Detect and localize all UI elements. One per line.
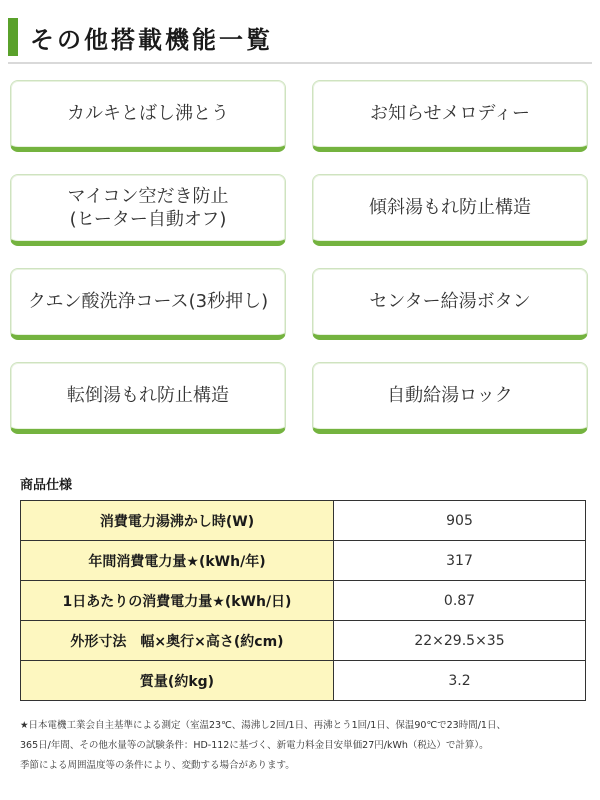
table-row <box>21 581 586 621</box>
feature-tip-over-leak-prevention: 転倒湯もれ防止構造 <box>10 362 286 434</box>
header-accent-bar <box>8 18 18 56</box>
spec-heading: 商品仕様 <box>20 478 73 493</box>
spec-value-daily-energy: 0.87 <box>334 581 586 621</box>
feature-auto-dispense-lock: 自動給湯ロック <box>312 362 588 434</box>
spec-label-daily-energy: 1日あたりの消費電力量★(kWh/日) <box>21 581 334 621</box>
feature-center-dispense: センター給湯ボタン <box>312 268 588 340</box>
spec-label-annual-energy: 年間消費電力量★(kWh/年) <box>21 541 334 581</box>
footnote-line: 季節による周囲温度等の条件により、変動する場合があります。 <box>20 760 295 771</box>
table-row <box>21 501 586 541</box>
spec-label-power: 消費電力湯沸かし時(W) <box>21 501 334 541</box>
spec-value-annual-energy: 317 <box>334 541 586 581</box>
feature-melody: お知らせメロディー <box>312 80 588 152</box>
spec-value-dimensions: 22×29.5×35 <box>334 621 586 661</box>
feature-citric-acid-course: クエン酸洗浄コース(3秒押し) <box>10 268 286 340</box>
feature-tilt-leak-prevention: 傾斜湯もれ防止構造 <box>312 174 588 246</box>
feature-empty-heat-prevention-label: マイコン空だき防止 (ヒーター自動オフ) <box>67 185 229 230</box>
footnote-line: ★日本電機工業会自主基準による測定（室温23℃、湯沸し2回/1日、再沸とう1回/1日、保温90℃で23時間/1日、 <box>20 720 506 731</box>
spec-table <box>20 500 586 701</box>
footnotes <box>20 716 590 776</box>
spec-label-weight: 質量(約kg) <box>21 661 334 701</box>
table-row <box>21 541 586 581</box>
section-header <box>8 14 592 64</box>
feature-empty-heat-prevention <box>10 174 286 246</box>
page-title: その他搭載機能一覧 <box>30 26 273 54</box>
spec-value-weight: 3.2 <box>334 661 586 701</box>
spec-label-dimensions: 外形寸法 幅×奥行×高さ(約cm) <box>21 621 334 661</box>
spec-value-power: 905 <box>334 501 586 541</box>
footnote-line: 365日/年間、その他水量等の試験条件：HD-112に基づく、新電力料金目安単価27円/kWh（税込）で計算）。 <box>20 740 489 751</box>
table-row <box>21 661 586 701</box>
feature-calcium-boil: カルキとばし沸とう <box>10 80 286 152</box>
table-row <box>21 621 586 661</box>
